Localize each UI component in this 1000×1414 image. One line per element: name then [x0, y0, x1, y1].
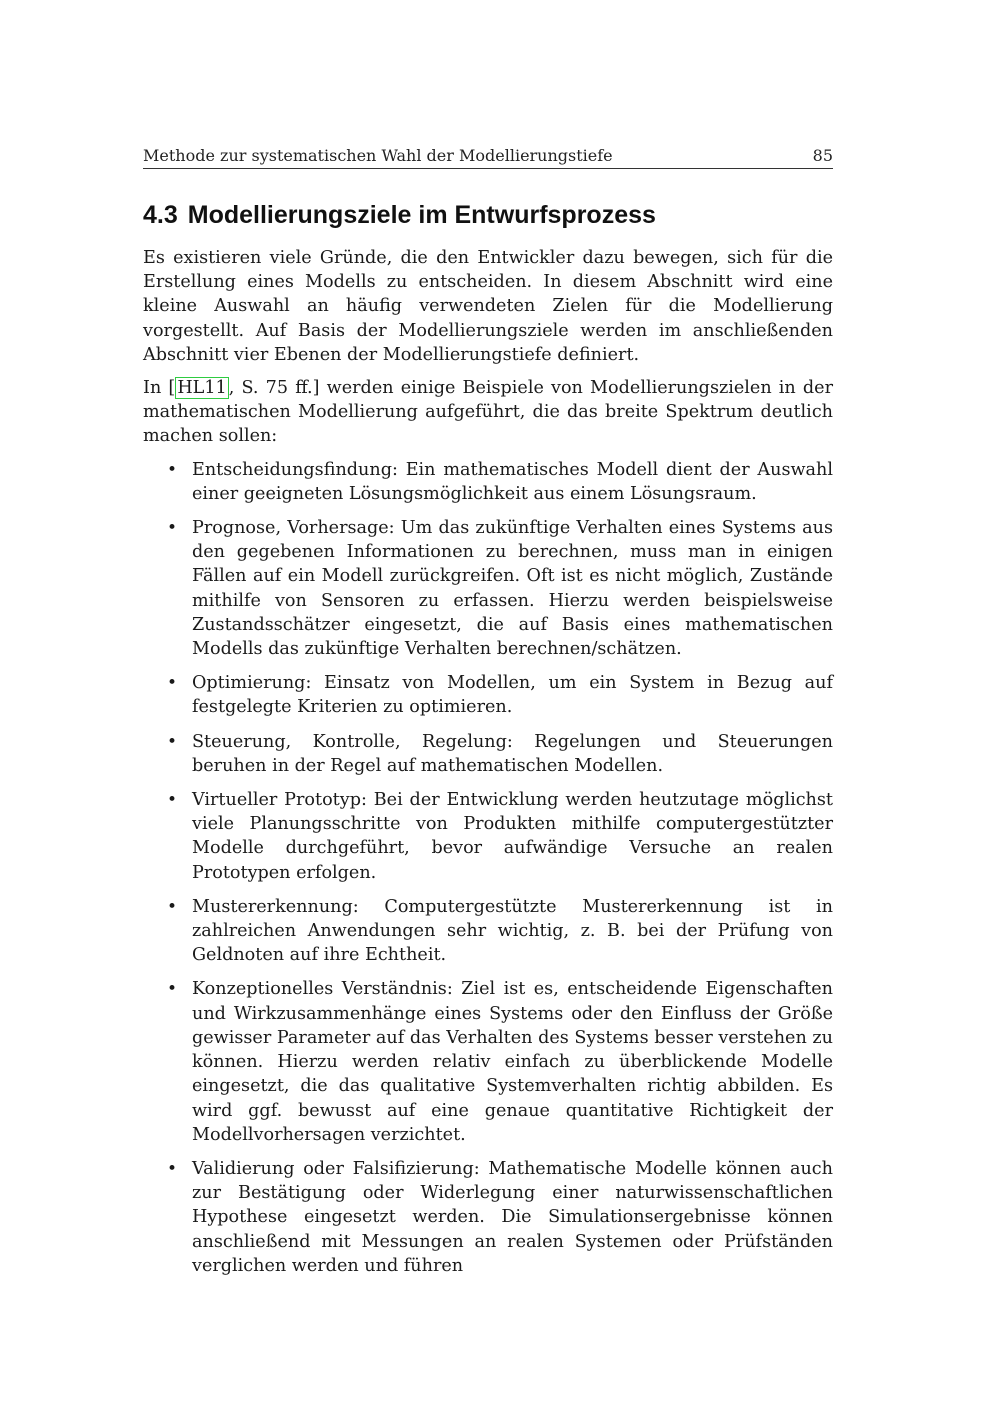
paragraph-intro: Es existieren viele Gründe, die den Entwickler dazu bewegen, sich für die Erstellung eines Modells zu entscheiden. In diesem Abschnitt wird eine kleine Auswahl an häufig verwendeten Zielen für die Modellierung vorgestellt. Auf Basis der Modellierungsziele werden im anschließenden Abschnitt vier Ebenen der Modellierungstiefe definiert.: [143, 248, 833, 365]
paragraph-citation-rest: , S. 75 ff.] werden einige Beispiele von Modellierungszielen in der mathematischen Modellierung aufgeführt, die das breite Spektrum deutlich machen sollen:: [143, 378, 833, 447]
list-item: [143, 671, 833, 719]
list-item-text: Virtueller Prototyp: Bei der Entwicklung werden heutzutage möglichst viele Planungsschritte von Produkten mithilfe computergestützter Modelle durchgeführt, bevor aufwändige Versuche an realen Prototypen erfolgen.: [192, 790, 833, 883]
list-item: [143, 730, 833, 778]
list-item-text: Validierung oder Falsifizierung: Mathematische Modelle können auch zur Bestätigung oder Widerlegung einer naturwissenschaftlichen Hypothese eingesetzt werden. Die Simulationsergebnisse können anschließend mit Messungen an realen Systemen oder Prüfständen verglichen werden und führen: [192, 1158, 833, 1276]
list-item-text: Entscheidungsfindung: Ein mathematisches Modell dient der Auswahl einer geeigneten Lösungsmöglichkeit aus einem Lösungsraum.: [192, 459, 833, 504]
list-item: [143, 458, 833, 506]
bullet-icon: •: [167, 1158, 178, 1179]
modeling-goals-list: [143, 458, 833, 1278]
paragraph-citation-start: In [: [143, 378, 176, 399]
list-item: [143, 895, 833, 968]
paragraph-citation: [143, 376, 833, 449]
running-header: [143, 146, 833, 169]
list-item: [143, 977, 833, 1146]
section-heading: [143, 201, 833, 230]
bullet-icon: •: [167, 979, 178, 1000]
list-item: [143, 788, 833, 885]
list-item: [143, 1157, 833, 1278]
bullet-icon: •: [167, 518, 178, 539]
list-item-text: Prognose, Vorhersage: Um das zukünftige Verhalten eines Systems aus den gegebenen Informationen zu berechnen, muss man in einigen Fällen auf ein Modell zurückgreifen. Oft ist es nicht möglich, Zustände mithilfe von Sensoren zu erfassen. Hierzu werden beispielsweise Zustandsschätzer eingesetzt, die auf Basis eines mathematischen Modells das zukünftige Verhalten berechnen/schätzen.: [192, 518, 833, 660]
list-item-text: Optimierung: Einsatz von Modellen, um ein System in Bezug auf festgelegte Kriterien zu optimieren.: [192, 673, 833, 718]
bullet-icon: •: [167, 459, 178, 480]
list-item-text: Mustererkennung: Computergestützte Mustererkennung ist in zahlreichen Anwendungen sehr wichtig, z. B. bei der Prüfung von Geldnoten auf ihre Echtheit.: [192, 896, 833, 966]
document-page: [143, 146, 833, 1288]
list-item: [143, 516, 833, 661]
bullet-icon: •: [167, 896, 178, 917]
section-number: 4.3: [143, 201, 178, 229]
bullet-icon: •: [167, 673, 178, 694]
list-item-text: Konzeptionelles Verständnis: Ziel ist es, entscheidende Eigenschaften und Wirkzusammenhänge eines Systems oder den Einfluss der Größe gewisser Parameter auf das Verhalten des Systems besser verstehen zu können. Hierzu werden relativ einfach zu überblickende Modelle eingesetzt, die das qualitative Systemverhalten richtig abbilden. Es wird ggf. bewusst auf eine genaue quantitative Richtigkeit der Modellvorhersagen verzichtet.: [192, 979, 833, 1145]
bullet-icon: •: [167, 731, 178, 752]
bullet-icon: •: [167, 790, 178, 811]
section-title: Modellierungsziele im Entwurfsprozess: [187, 201, 656, 229]
citation-link[interactable]: HL11: [177, 378, 227, 399]
page-number: 85: [812, 146, 833, 165]
running-title: Methode zur systematischen Wahl der Modellierungstiefe: [143, 146, 613, 165]
list-item-text: Steuerung, Kontrolle, Regelung: Regelungen und Steuerungen beruhen in der Regel auf mathematischen Modellen.: [192, 731, 833, 776]
